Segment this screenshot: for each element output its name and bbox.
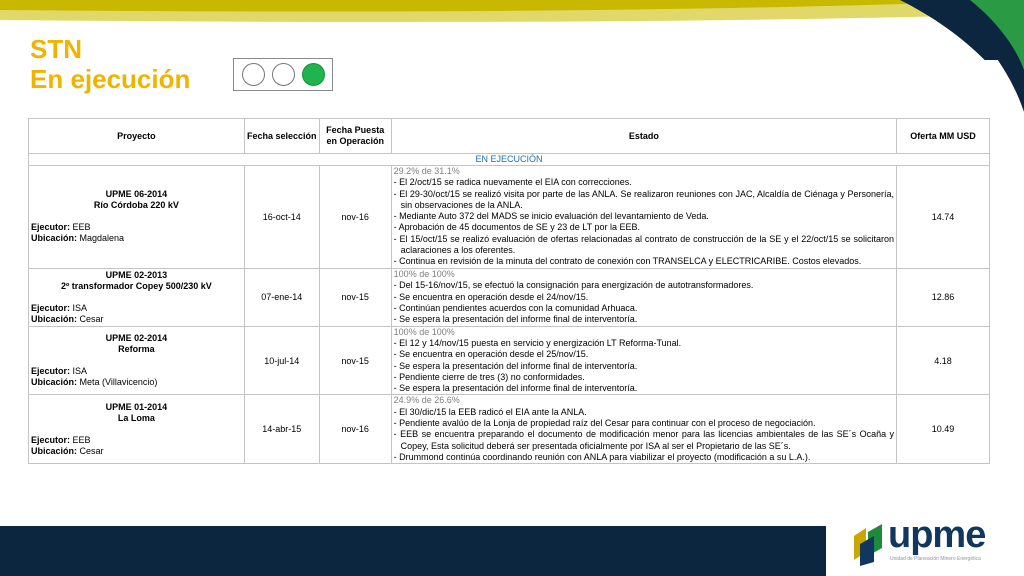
title-line-2: En ejecución (30, 64, 191, 94)
estado-progress: 24.9% de 26.6% (393, 395, 460, 406)
estado-progress: 100% de 100% (393, 326, 455, 337)
project-ubicacion: Ubicación: Magdalena (31, 233, 125, 244)
upme-logo-text: upme (888, 514, 986, 556)
estado-bullet: - Del 15-16/nov/15, se efectuó la consignación para energización de autotransformadores. (393, 280, 754, 291)
project-ubicacion: Ubicación: Cesar (31, 445, 104, 456)
project-code: UPME 01-2014 (105, 401, 168, 412)
estado-bullet: - El 29-30/oct/15 se realizó visita por parte de las ANLA. Se realizaron reuniones con JAC, Alcaldía de Ciénaga y Personería, sin observaciones de la ANLA. (393, 188, 895, 210)
header-fecha-puesta: Fecha Puesta en Operación (319, 119, 391, 154)
traffic-light-green-icon (302, 63, 325, 86)
estado-progress: 100% de 100% (393, 268, 455, 279)
estado-cell (391, 395, 896, 464)
estado-bullet: - Se encuentra en operación desde el 25/nov/15. (393, 349, 589, 360)
oferta-cell: 14.74 (897, 166, 990, 269)
estado-bullet: - Se encuentra en operación desde el 24/nov/15. (393, 291, 589, 302)
proyecto-cell (29, 395, 245, 464)
traffic-light-off-icon (242, 63, 265, 86)
estado-bullet: - Mediante Auto 372 del MADS se inicio evaluación del levantamiento de Veda. (393, 211, 709, 222)
header-estado: Estado (391, 119, 896, 154)
table-row (29, 326, 990, 395)
project-code: UPME 02-2014 (105, 333, 168, 344)
fecha-puesta-cell: nov-16 (319, 395, 391, 464)
project-ejecutor: Ejecutor: ISA (31, 302, 88, 313)
estado-bullet: - Continua en revisión de la minuta del contrato de conexión con TRANSELCA y ELECTRICARIBE. Costos elevados. (393, 256, 862, 267)
fecha-seleccion-cell: 07-ene-14 (244, 268, 319, 326)
upme-logo-icon (850, 522, 886, 566)
table-row (29, 166, 990, 269)
project-code: UPME 02-2013 (105, 269, 168, 280)
title-line-1: STN (30, 34, 82, 64)
project-name: Río Córdoba 220 kV (93, 200, 179, 211)
projects-table (28, 118, 990, 464)
estado-bullet: - EEB se encuentra preparando el documento de modificación menor para las licencias ambientales de las SE´s Ocaña y Copey, Esta solicitud deberá ser presentada oficialmente por ISA al ser el Propietario de las SE´s. (393, 429, 895, 451)
traffic-light-indicator (233, 58, 333, 91)
estado-bullet: - El 15/oct/15 se realizó evaluación de ofertas relacionadas al contrato de construcción de la SE y el 22/oct/15 se solicitaron aclaraciones a los oferentes. (393, 233, 895, 256)
upme-logo-subtitle: Unidad de Planeación Minero Energética (890, 556, 981, 562)
oferta-cell: 4.18 (897, 326, 990, 395)
project-name: 2º transformador Copey 500/230 kV (60, 280, 212, 291)
page-title (30, 34, 190, 94)
estado-bullet: - Drummond continúa coordinando reunión con ANLA para viabilizar el proyecto (modificación a su L.A.). (393, 451, 811, 462)
project-ejecutor: Ejecutor: EEB (31, 222, 91, 233)
project-ejecutor: Ejecutor: EEB (31, 434, 91, 445)
project-code: UPME 06-2014 (105, 189, 168, 200)
corner-decoration (940, 0, 1024, 112)
traffic-light-off-icon (272, 63, 295, 86)
header-proyecto: Proyecto (29, 119, 245, 154)
fecha-seleccion-cell: 16-oct-14 (244, 166, 319, 269)
section-row (29, 154, 990, 166)
estado-cell (391, 166, 896, 269)
estado-bullet: - Se espera la presentación del informe final de interventoría. (393, 314, 638, 325)
fecha-seleccion-cell: 14-abr-15 (244, 395, 319, 464)
estado-bullet: - Se espera la presentación del informe final de interventoría. (393, 383, 638, 394)
fecha-puesta-cell: nov-15 (319, 326, 391, 395)
header-fecha-seleccion: Fecha selección (244, 119, 319, 154)
estado-progress: 29.2% de 31.1% (393, 166, 460, 176)
estado-cell (391, 326, 896, 395)
proyecto-cell (29, 268, 245, 326)
project-name: La Loma (117, 412, 155, 423)
project-name: Reforma (118, 344, 155, 355)
table-row (29, 395, 990, 464)
oferta-cell: 12.86 (897, 268, 990, 326)
estado-bullet: - Pendiente avalúo de la Lonja de propiedad raíz del Cesar para continuar con el proceso de negociación. (393, 418, 816, 429)
section-label: EN EJECUCIÓN (29, 154, 990, 166)
project-ubicacion: Ubicación: Meta (Villavicencio) (31, 377, 158, 388)
fecha-puesta-cell: nov-15 (319, 268, 391, 326)
table-row (29, 268, 990, 326)
estado-bullet: - Pendiente cierre de tres (3) no conformidades. (393, 371, 585, 382)
oferta-cell: 10.49 (897, 395, 990, 464)
estado-bullet: - El 2/oct/15 se radica nuevamente el EIA con correcciones. (393, 177, 632, 188)
fecha-seleccion-cell: 10-jul-14 (244, 326, 319, 395)
table-header-row (29, 119, 990, 154)
project-ubicacion: Ubicación: Cesar (31, 313, 104, 324)
estado-bullet: - El 12 y 14/nov/15 puesta en servicio y energización LT Reforma-Tunal. (393, 337, 682, 348)
estado-bullet: - Continúan pendientes acuerdos con la comunidad Arhuaca. (393, 302, 638, 313)
header-oferta: Oferta MM USD (897, 119, 990, 154)
estado-bullet: - Se espera la presentación del informe final de interventoría. (393, 360, 638, 371)
proyecto-cell (29, 326, 245, 395)
project-ejecutor: Ejecutor: ISA (31, 366, 88, 377)
estado-cell (391, 268, 896, 326)
proyecto-cell (29, 166, 245, 269)
estado-bullet: - Aprobación de 45 documentos de SE y 23 de LT por la EEB. (393, 222, 640, 233)
fecha-puesta-cell: nov-16 (319, 166, 391, 269)
estado-bullet: - El 30/dic/15 la EEB radicó el EIA ante la ANLA. (393, 406, 587, 417)
